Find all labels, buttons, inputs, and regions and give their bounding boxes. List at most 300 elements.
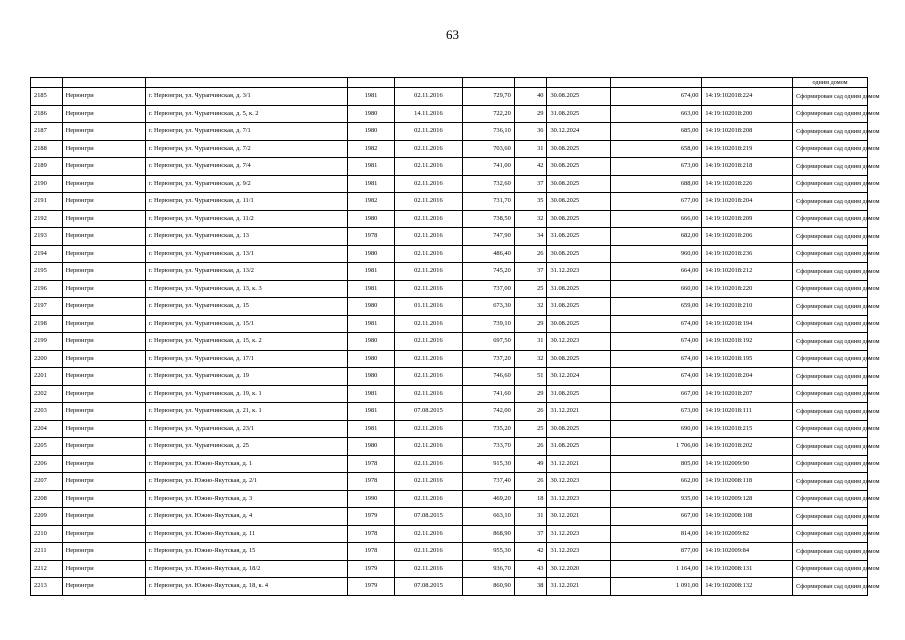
cell-plan-date: 30.08.2025 [547, 210, 610, 228]
cell-number: 2194 [31, 245, 63, 263]
cell-year: 1980 [348, 210, 394, 228]
cell-address: г. Нерюнгри, ул. Южно-Якутская, д. 18, к. 4 [145, 578, 347, 596]
cell-cost: 690,00 [610, 420, 702, 438]
table-row [31, 88, 868, 106]
cell-area: 732,60 [463, 175, 515, 193]
cell-number: 2200 [31, 350, 63, 368]
cell-year: 1982 [348, 140, 394, 158]
cell-plan-date: 30.12.2023 [547, 473, 610, 491]
cell-cadastre: 14:19:102018:195 [702, 350, 793, 368]
cell-count: 32 [514, 350, 547, 368]
cell-address: г. Нерюнгри, ул. Чурапчинская, д. 17/1 [145, 350, 347, 368]
cell-city: Нерюнгри [62, 525, 145, 543]
cell-date: 14.11.2016 [394, 105, 463, 123]
cell-number: 2212 [31, 560, 63, 578]
cell-year: 1982 [348, 193, 394, 211]
cell-number: 2206 [31, 455, 63, 473]
cell-city: Нерюнгри [62, 140, 145, 158]
cell-number: 2203 [31, 403, 63, 421]
cell-cost: 674,00 [610, 368, 702, 386]
cell-area: 742,00 [463, 403, 515, 421]
cell-city: Нерюнгри [62, 385, 145, 403]
cell-cost: 1 164,00 [610, 560, 702, 578]
cell-year: 1978 [348, 228, 394, 246]
cell-cost: 667,00 [610, 508, 702, 526]
cell-cost: 667,00 [610, 385, 702, 403]
cell-status: Сформирован сад одним домом [793, 350, 868, 368]
cell-date: 02.11.2016 [394, 210, 463, 228]
cell-year: 1978 [348, 543, 394, 561]
cell-cadastre: 14:19:102018:207 [702, 385, 793, 403]
cell-address: г. Нерюнгри, ул. Чурапчинская, д. 7/2 [145, 140, 347, 158]
cell-plan-date: 30.08.2025 [547, 158, 610, 176]
cell-empty [463, 78, 515, 88]
cell-plan-date: 31.12.2021 [547, 403, 610, 421]
cell-address: г. Нерюнгри, ул. Чурапчинская, д. 13/2 [145, 263, 347, 281]
cell-status: Сформирован сад одним домом [793, 420, 868, 438]
cell-number: 2189 [31, 158, 63, 176]
cell-cost: 960,00 [610, 245, 702, 263]
cell-area: 860,90 [463, 578, 515, 596]
cell-status: Сформирован сад одним домом [793, 333, 868, 351]
cell-count: 51 [514, 368, 547, 386]
cell-status: Сформирован сад одним домом [793, 385, 868, 403]
cell-plan-date: 31.08.2025 [547, 298, 610, 316]
cell-count: 29 [514, 385, 547, 403]
cell-date: 02.11.2016 [394, 385, 463, 403]
cell-status: Сформирован сад одним домом [793, 245, 868, 263]
cell-cadastre: 14:19:102018:204 [702, 368, 793, 386]
cell-count: 29 [514, 105, 547, 123]
table-row [31, 280, 868, 298]
cell-status: Сформирован сад одним домом [793, 298, 868, 316]
table-row [31, 508, 868, 526]
cell-city: Нерюнгри [62, 88, 145, 106]
cell-city: Нерюнгри [62, 228, 145, 246]
cell-area: 469,20 [463, 490, 515, 508]
cell-status: Сформирован сад одним домом [793, 490, 868, 508]
cell-cadastre: 14:19:102018:202 [702, 438, 793, 456]
table-row [31, 438, 868, 456]
cell-year: 1981 [348, 420, 394, 438]
cell-empty [394, 78, 463, 88]
housing-registry-table [30, 77, 880, 596]
cell-status: Сформирован сад одним домом [793, 403, 868, 421]
cell-address: г. Нерюнгри, ул. Чурапчинская, д. 5, к. 2 [145, 105, 347, 123]
cell-cost: 664,00 [610, 263, 702, 281]
cell-empty [62, 78, 145, 88]
cell-area: 729,70 [463, 88, 515, 106]
cell-number: 2186 [31, 105, 63, 123]
cell-status: Сформирован сад одним домом [793, 228, 868, 246]
cell-plan-date: 30.12.2023 [547, 333, 610, 351]
cell-date: 07.08.2015 [394, 578, 463, 596]
cell-area: 747,90 [463, 228, 515, 246]
cell-status: Сформирован сад одним домом [793, 158, 868, 176]
cell-number: 2208 [31, 490, 63, 508]
cell-address: г. Нерюнгри, ул. Чурапчинская, д. 13/1 [145, 245, 347, 263]
cell-city: Нерюнгри [62, 455, 145, 473]
cell-date: 02.11.2016 [394, 333, 463, 351]
table-row [31, 263, 868, 281]
cell-cadastre: 14:19:102018:219 [702, 140, 793, 158]
cell-cadastre: 14:19:102018:212 [702, 263, 793, 281]
table-row [31, 105, 868, 123]
cell-address: г. Нерюнгри, ул. Южно-Якутская, д. 15 [145, 543, 347, 561]
cell-status: Сформирован сад одним домом [793, 88, 868, 106]
cell-empty [610, 78, 702, 88]
cell-cost: 659,00 [610, 298, 702, 316]
cell-cost: 673,00 [610, 403, 702, 421]
cell-area: 731,70 [463, 193, 515, 211]
cell-year: 1980 [348, 245, 394, 263]
cell-year: 1979 [348, 508, 394, 526]
cell-city: Нерюнгри [62, 105, 145, 123]
cell-date: 02.11.2016 [394, 88, 463, 106]
cell-date: 02.11.2016 [394, 245, 463, 263]
table-row [31, 473, 868, 491]
cell-cost: 674,00 [610, 333, 702, 351]
table-row [31, 455, 868, 473]
cell-year: 1990 [348, 490, 394, 508]
table-row [31, 368, 868, 386]
cell-number: 2209 [31, 508, 63, 526]
cell-plan-date: 31.12.2021 [547, 578, 610, 596]
cell-status: Сформирован сад одним домом [793, 455, 868, 473]
cell-cost: 660,00 [610, 280, 702, 298]
cell-plan-date: 31.12.2023 [547, 525, 610, 543]
cell-number: 2210 [31, 525, 63, 543]
cell-address: г. Нерюнгри, ул. Чурапчинская, д. 15, к. 2 [145, 333, 347, 351]
cell-address: г. Нерюнгри, ул. Чурапчинская, д. 7/1 [145, 123, 347, 141]
cell-date: 02.11.2016 [394, 123, 463, 141]
cell-count: 31 [514, 140, 547, 158]
cell-status: Сформирован сад одним домом [793, 315, 868, 333]
cell-number: 2213 [31, 578, 63, 596]
cell-cadastre: 14:19:102008:118 [702, 473, 793, 491]
cell-plan-date: 30.12.2021 [547, 508, 610, 526]
cell-cadastre: 14:19:102018:236 [702, 245, 793, 263]
cell-number: 2204 [31, 420, 63, 438]
cell-cost: 1 091,00 [610, 578, 702, 596]
cell-address: г. Нерюнгри, ул. Чурапчинская, д. 7/4 [145, 158, 347, 176]
cell-date: 07.08.2015 [394, 508, 463, 526]
cell-date: 02.11.2016 [394, 473, 463, 491]
cell-city: Нерюнгри [62, 123, 145, 141]
cell-number: 2195 [31, 263, 63, 281]
cell-plan-date: 30.08.2025 [547, 315, 610, 333]
cell-year: 1981 [348, 88, 394, 106]
cell-city: Нерюнгри [62, 578, 145, 596]
cell-date: 02.11.2016 [394, 350, 463, 368]
cell-address: г. Нерюнгри, ул. Чурапчинская, д. 25 [145, 438, 347, 456]
cell-plan-date: 31.08.2025 [547, 105, 610, 123]
cell-year: 1981 [348, 158, 394, 176]
cell-number: 2196 [31, 280, 63, 298]
cell-date: 02.11.2016 [394, 490, 463, 508]
cell-address: г. Нерюнгри, ул. Чурапчинская, д. 21, к. 1 [145, 403, 347, 421]
cell-count: 25 [514, 280, 547, 298]
cell-year: 1980 [348, 333, 394, 351]
cell-status: Сформирован сад одним домом [793, 578, 868, 596]
cell-date: 02.11.2016 [394, 438, 463, 456]
cell-date: 02.11.2016 [394, 158, 463, 176]
table-row [31, 140, 868, 158]
cell-area: 703,60 [463, 140, 515, 158]
cell-number: 2191 [31, 193, 63, 211]
cell-plan-date: 30.08.2025 [547, 88, 610, 106]
cell-area: 735,20 [463, 420, 515, 438]
table-row [31, 123, 868, 141]
cell-area: 736,10 [463, 123, 515, 141]
cell-date: 02.11.2016 [394, 560, 463, 578]
cell-status: Сформирован сад одним домом [793, 508, 868, 526]
cell-city: Нерюнгри [62, 490, 145, 508]
cell-year: 1980 [348, 123, 394, 141]
cell-year: 1980 [348, 105, 394, 123]
cell-empty [702, 78, 793, 88]
cell-count: 29 [514, 315, 547, 333]
cell-status: Сформирован сад одним домом [793, 123, 868, 141]
cell-status: Сформирован сад одним домом [793, 525, 868, 543]
cell-number: 2187 [31, 123, 63, 141]
cell-cadastre: 14:19:102009:84 [702, 543, 793, 561]
cell-date: 02.11.2016 [394, 368, 463, 386]
cell-plan-date: 31.12.2023 [547, 543, 610, 561]
registry-body [31, 78, 880, 596]
cell-date: 02.11.2016 [394, 420, 463, 438]
table-row [31, 175, 868, 193]
cell-area: 486,40 [463, 245, 515, 263]
cell-plan-date: 31.12.2023 [547, 263, 610, 281]
cell-area: 955,30 [463, 543, 515, 561]
cell-cost: 666,00 [610, 210, 702, 228]
cell-address: г. Нерюнгри, ул. Южно-Якутская, д. 3 [145, 490, 347, 508]
cell-date: 02.11.2016 [394, 228, 463, 246]
cell-city: Нерюнгри [62, 403, 145, 421]
cell-count: 42 [514, 543, 547, 561]
cell-area: 739,10 [463, 315, 515, 333]
cell-date: 07.08.2015 [394, 403, 463, 421]
cell-city: Нерюнгри [62, 473, 145, 491]
cell-area: 745,20 [463, 263, 515, 281]
cell-area: 663,10 [463, 508, 515, 526]
cell-date: 02.11.2016 [394, 140, 463, 158]
table-row [31, 333, 868, 351]
cell-number: 2198 [31, 315, 63, 333]
cell-cadastre: 14:19:102018:206 [702, 228, 793, 246]
cell-number: 2207 [31, 473, 63, 491]
cell-year: 1980 [348, 350, 394, 368]
cell-cost: 682,00 [610, 228, 702, 246]
cell-cost: 677,00 [610, 193, 702, 211]
cell-cadastre: 14:19:102018:200 [702, 105, 793, 123]
cell-year: 1979 [348, 578, 394, 596]
cell-address: г. Нерюнгри, ул. Чурапчинская, д. 23/1 [145, 420, 347, 438]
cell-empty [514, 78, 547, 88]
cell-year: 1980 [348, 298, 394, 316]
cell-number: 2192 [31, 210, 63, 228]
cell-cost: 673,00 [610, 158, 702, 176]
cell-plan-date: 30.08.2025 [547, 140, 610, 158]
cell-status: Сформирован сад одним домом [793, 473, 868, 491]
cell-date: 01.11.2016 [394, 298, 463, 316]
cell-count: 31 [514, 333, 547, 351]
cell-address: г. Нерюнгри, ул. Чурапчинская, д. 19, к. 1 [145, 385, 347, 403]
cell-cost: 674,00 [610, 350, 702, 368]
cell-year: 1980 [348, 368, 394, 386]
cell-status: Сформирован сад одним домом [793, 140, 868, 158]
cell-cost: 688,00 [610, 175, 702, 193]
table-row [31, 403, 868, 421]
cell-area: 733,70 [463, 438, 515, 456]
cell-city: Нерюнгри [62, 420, 145, 438]
cell-status: Сформирован сад одним домом [793, 175, 868, 193]
cell-number: 2211 [31, 543, 63, 561]
cell-status: Сформирован сад одним домом [793, 263, 868, 281]
cell-city: Нерюнгри [62, 438, 145, 456]
cell-address: г. Нерюнгри, ул. Чурапчинская, д. 11/1 [145, 193, 347, 211]
table-row [31, 245, 868, 263]
cell-empty [348, 78, 394, 88]
cell-area: 737,40 [463, 473, 515, 491]
cell-city: Нерюнгри [62, 315, 145, 333]
table-row [31, 210, 868, 228]
cell-cost: 663,00 [610, 105, 702, 123]
cell-count: 37 [514, 263, 547, 281]
cell-address: г. Нерюнгри, ул. Чурапчинская, д. 9/2 [145, 175, 347, 193]
table-row [31, 525, 868, 543]
cell-cost: 805,00 [610, 455, 702, 473]
cell-year: 1981 [348, 403, 394, 421]
table-row [31, 578, 868, 596]
cell-cadastre: 14:19:102008:132 [702, 578, 793, 596]
cell-status: Сформирован сад одним домом [793, 210, 868, 228]
cell-number: 2201 [31, 368, 63, 386]
cell-city: Нерюнгри [62, 560, 145, 578]
cell-date: 02.11.2016 [394, 280, 463, 298]
cell-cost: 935,00 [610, 490, 702, 508]
cell-year: 1981 [348, 263, 394, 281]
cell-area: 936,70 [463, 560, 515, 578]
cell-city: Нерюнгри [62, 193, 145, 211]
cell-status: Сформирован сад одним домом [793, 368, 868, 386]
cell-empty [31, 78, 63, 88]
cell-year: 1978 [348, 455, 394, 473]
cell-number: 2202 [31, 385, 63, 403]
cell-area: 741,60 [463, 385, 515, 403]
cell-city: Нерюнгри [62, 158, 145, 176]
cell-cadastre: 14:19:102009:82 [702, 525, 793, 543]
cell-plan-date: 30.12.2020 [547, 560, 610, 578]
cell-empty [547, 78, 610, 88]
cell-plan-date: 31.12.2023 [547, 490, 610, 508]
cell-cost: 674,00 [610, 88, 702, 106]
cell-number: 2188 [31, 140, 63, 158]
cell-cadastre: 14:19:102018:208 [702, 123, 793, 141]
cell-cost: 674,00 [610, 315, 702, 333]
table-row [31, 490, 868, 508]
cell-year: 1981 [348, 385, 394, 403]
cell-number: 2205 [31, 438, 63, 456]
table-row [31, 350, 868, 368]
table-row-continuation [31, 78, 868, 88]
table-row [31, 560, 868, 578]
cell-count: 26 [514, 473, 547, 491]
cell-plan-date: 31.12.2021 [547, 455, 610, 473]
cell-count: 34 [514, 228, 547, 246]
cell-date: 02.11.2016 [394, 263, 463, 281]
cell-status: Сформирован сад одним домом [793, 280, 868, 298]
cell-address: г. Нерюнгри, ул. Чурапчинская, д. 19 [145, 368, 347, 386]
cell-plan-date: 30.08.2025 [547, 420, 610, 438]
cell-address: г. Нерюнгри, ул. Чурапчинская, д. 15/1 [145, 315, 347, 333]
cell-year: 1980 [348, 438, 394, 456]
cell-count: 37 [514, 525, 547, 543]
cell-plan-date: 30.08.2025 [547, 245, 610, 263]
cell-count: 18 [514, 490, 547, 508]
cell-area: 737,00 [463, 280, 515, 298]
cell-city: Нерюнгри [62, 210, 145, 228]
cell-count: 43 [514, 560, 547, 578]
cell-year: 1981 [348, 280, 394, 298]
cell-count: 40 [514, 88, 547, 106]
cell-city: Нерюнгри [62, 368, 145, 386]
cell-cadastre: 14:19:102018:224 [702, 88, 793, 106]
cell-city: Нерюнгри [62, 298, 145, 316]
cell-count: 32 [514, 210, 547, 228]
cell-plan-date: 30.08.2025 [547, 193, 610, 211]
cell-cost: 685,00 [610, 123, 702, 141]
cell-count: 35 [514, 193, 547, 211]
cell-address: г. Нерюнгри, ул. Чурапчинская, д. 11/2 [145, 210, 347, 228]
cell-city: Нерюнгри [62, 263, 145, 281]
cell-date: 02.11.2016 [394, 455, 463, 473]
cell-cadastre: 14:19:102009:90 [702, 455, 793, 473]
cell-count: 37 [514, 175, 547, 193]
cell-empty [145, 78, 347, 88]
cell-cost: 1 706,00 [610, 438, 702, 456]
cell-plan-date: 30.12.2024 [547, 123, 610, 141]
table-row [31, 298, 868, 316]
cell-date: 02.11.2016 [394, 525, 463, 543]
table-row [31, 420, 868, 438]
cell-cadastre: 14:19:102018:226 [702, 175, 793, 193]
cell-count: 26 [514, 403, 547, 421]
cell-year: 1981 [348, 315, 394, 333]
cell-status: одним домом [793, 78, 868, 88]
cell-plan-date: 30.08.2025 [547, 175, 610, 193]
cell-cadastre: 14:19:102018:209 [702, 210, 793, 228]
cell-area: 673,30 [463, 298, 515, 316]
cell-plan-date: 30.12.2024 [547, 368, 610, 386]
cell-date: 02.11.2016 [394, 193, 463, 211]
table-row [31, 158, 868, 176]
cell-cadastre: 14:19:102018:194 [702, 315, 793, 333]
cell-count: 42 [514, 158, 547, 176]
cell-count: 31 [514, 508, 547, 526]
cell-area: 722,20 [463, 105, 515, 123]
cell-area: 746,60 [463, 368, 515, 386]
cell-plan-date: 31.08.2025 [547, 438, 610, 456]
cell-cadastre: 14:19:102008:108 [702, 508, 793, 526]
cell-cadastre: 14:19:102018:220 [702, 280, 793, 298]
cell-year: 1979 [348, 560, 394, 578]
cell-count: 38 [514, 578, 547, 596]
cell-address: г. Нерюнгри, ул. Южно-Якутская, д. 2/1 [145, 473, 347, 491]
cell-cadastre: 14:19:102018:192 [702, 333, 793, 351]
cell-status: Сформирован сад одним домом [793, 105, 868, 123]
